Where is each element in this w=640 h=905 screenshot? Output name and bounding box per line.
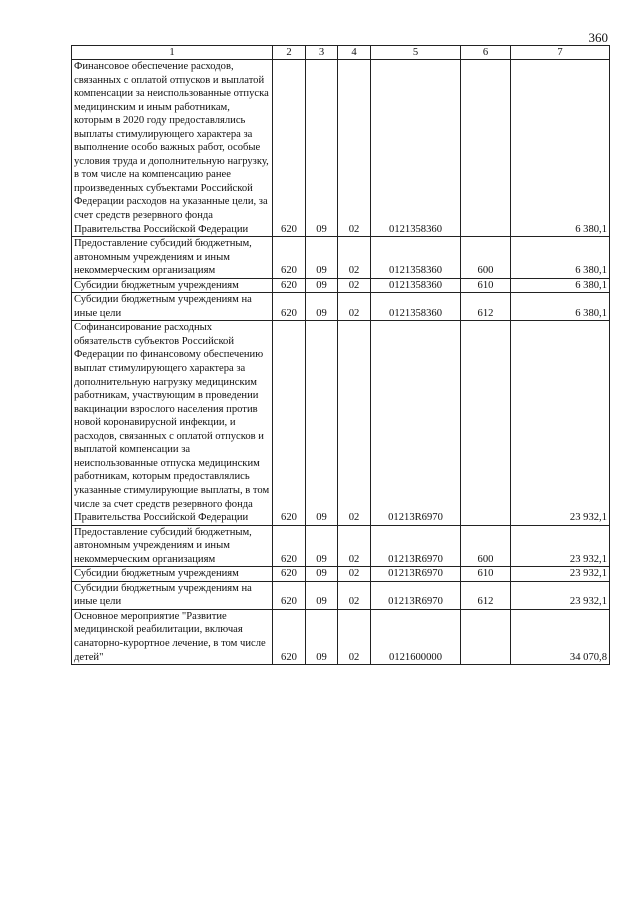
amount: 6 380,1 [511, 60, 610, 237]
ministry-code: 620 [273, 321, 306, 525]
header-row [72, 46, 610, 60]
section-code: 09 [306, 237, 338, 279]
row-name: Субсидии бюджетным учреждениям [72, 278, 273, 293]
page-number: 360 [588, 30, 608, 45]
ministry-code: 620 [273, 609, 306, 664]
table-row [72, 60, 610, 237]
budget-table [71, 45, 610, 665]
target-article-code: 0121358360 [371, 60, 461, 237]
column-header-1: 1 [72, 46, 273, 60]
ministry-code: 620 [273, 567, 306, 582]
section-code: 09 [306, 581, 338, 609]
column-header-4: 4 [338, 46, 371, 60]
expense-type-code: 612 [461, 581, 511, 609]
amount: 6 380,1 [511, 237, 610, 279]
table-row [72, 237, 610, 279]
subsection-code: 02 [338, 237, 371, 279]
column-header-3: 3 [306, 46, 338, 60]
section-code: 09 [306, 567, 338, 582]
expense-type-code: 600 [461, 237, 511, 279]
amount: 6 380,1 [511, 293, 610, 321]
ministry-code: 620 [273, 581, 306, 609]
table-row [72, 525, 610, 567]
amount: 23 932,1 [511, 581, 610, 609]
ministry-code: 620 [273, 237, 306, 279]
target-article-code: 0121358360 [371, 293, 461, 321]
target-article-code: 01213R6970 [371, 567, 461, 582]
subsection-code: 02 [338, 278, 371, 293]
amount: 6 380,1 [511, 278, 610, 293]
expense-type-code [461, 609, 511, 664]
subsection-code: 02 [338, 60, 371, 237]
ministry-code: 620 [273, 278, 306, 293]
section-code: 09 [306, 60, 338, 237]
subsection-code: 02 [338, 525, 371, 567]
row-name: Финансовое обеспечение расходов, связанных с оплатой отпусков и выплатой компенсации за неиспользованные отпуска медицинским и иным работникам, которым в 2020 году предоставлялись выплаты стимулирующего характера за выполнение особо важных работ, особые условия труда и дополнительную нагрузку, в том числе на компенсацию ранее произведенных субъектами Российской Федерации расходов на указанные цели, за счет средств резервного фонда Правительства Российской Федерации [72, 60, 273, 237]
row-name: Предоставление субсидий бюджетным, автономным учреждениям и иным некоммерческим организациям [72, 237, 273, 279]
ministry-code: 620 [273, 525, 306, 567]
ministry-code: 620 [273, 60, 306, 237]
expense-type-code: 610 [461, 278, 511, 293]
amount: 23 932,1 [511, 567, 610, 582]
amount: 34 070,8 [511, 609, 610, 664]
subsection-code: 02 [338, 321, 371, 525]
target-article-code: 0121358360 [371, 237, 461, 279]
table-row [72, 293, 610, 321]
column-header-5: 5 [371, 46, 461, 60]
section-code: 09 [306, 321, 338, 525]
section-code: 09 [306, 525, 338, 567]
ministry-code: 620 [273, 293, 306, 321]
section-code: 09 [306, 293, 338, 321]
expense-type-code: 600 [461, 525, 511, 567]
row-name: Софинансирование расходных обязательств субъектов Российской Федерации по финансовому обеспечению выплат стимулирующего характера за дополнительную нагрузку медицинским работникам, участвующим в проведении вакцинации взрослого населения против новой коронавирусной инфекции, и расходов, связанных с оплатой отпусков и выплатой компенсации за неиспользованные отпуска медицинским работникам, которым предоставлялись указанные стимулирующие выплаты, в том числе за счет средств резервного фонда Правительства Российской Федерации [72, 321, 273, 525]
table-row [72, 581, 610, 609]
amount: 23 932,1 [511, 321, 610, 525]
subsection-code: 02 [338, 581, 371, 609]
expense-type-code [461, 321, 511, 525]
table-row [72, 567, 610, 582]
target-article-code: 01213R6970 [371, 321, 461, 525]
amount: 23 932,1 [511, 525, 610, 567]
target-article-code: 01213R6970 [371, 581, 461, 609]
table-row [72, 321, 610, 525]
column-header-2: 2 [273, 46, 306, 60]
column-header-7: 7 [511, 46, 610, 60]
row-name: Предоставление субсидий бюджетным, автономным учреждениям и иным некоммерческим организациям [72, 525, 273, 567]
section-code: 09 [306, 278, 338, 293]
table-row [72, 278, 610, 293]
row-name: Субсидии бюджетным учреждениям [72, 567, 273, 582]
subsection-code: 02 [338, 567, 371, 582]
target-article-code: 01213R6970 [371, 525, 461, 567]
expense-type-code: 612 [461, 293, 511, 321]
expense-type-code [461, 60, 511, 237]
expense-type-code: 610 [461, 567, 511, 582]
column-header-6: 6 [461, 46, 511, 60]
row-name: Основное мероприятие "Развитие медицинской реабилитации, включая санаторно-курортное лечение, в том числе детей" [72, 609, 273, 664]
subsection-code: 02 [338, 293, 371, 321]
target-article-code: 0121358360 [371, 278, 461, 293]
row-name: Субсидии бюджетным учреждениям на иные цели [72, 581, 273, 609]
target-article-code: 0121600000 [371, 609, 461, 664]
section-code: 09 [306, 609, 338, 664]
row-name: Субсидии бюджетным учреждениям на иные цели [72, 293, 273, 321]
table-row [72, 609, 610, 664]
subsection-code: 02 [338, 609, 371, 664]
